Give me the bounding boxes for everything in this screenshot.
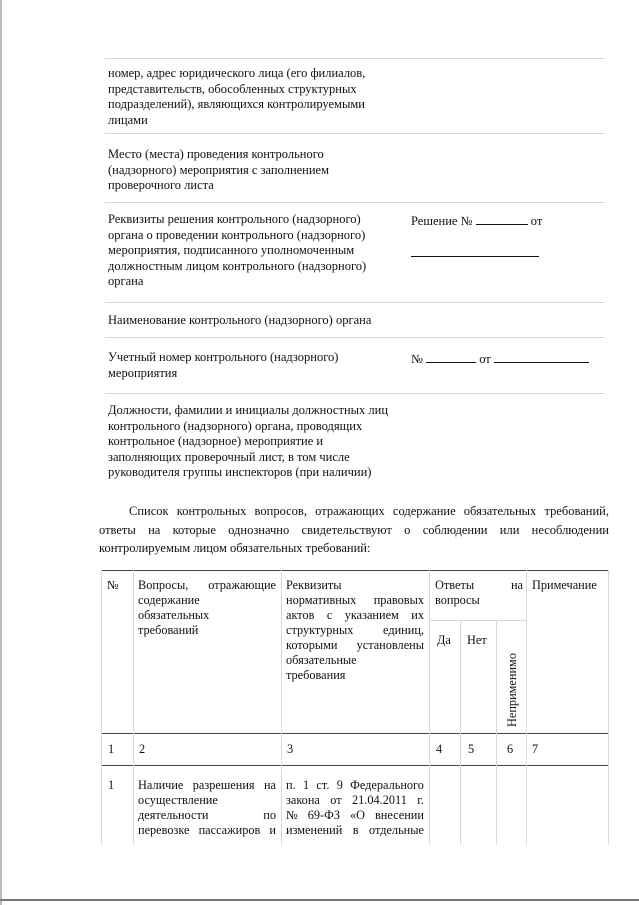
table-header-bottom xyxy=(101,733,609,734)
index-cell: 7 xyxy=(532,742,539,756)
registration-prefix: № xyxy=(411,352,423,366)
decision-date-prefix: от xyxy=(530,214,543,228)
col-sep-yes-no xyxy=(460,620,461,845)
form-label-address: номер, адрес юридического лица (его филиалов, представительств, обособленных структурных подразделений), являющихся контролируемыми лицами xyxy=(108,66,366,127)
form-separator xyxy=(105,393,605,394)
table-top-border xyxy=(101,570,609,571)
index-cell: 4 xyxy=(436,742,443,756)
decision-date-blank[interactable] xyxy=(411,256,539,257)
col-sep-3 xyxy=(429,570,430,845)
header-no: Нет xyxy=(467,633,487,647)
answers-subheader-line xyxy=(430,620,526,621)
header-answers: Ответы на вопросы xyxy=(435,578,523,607)
form-label-authority: Наименование контрольного (надзорного) органа xyxy=(108,313,372,327)
table-index-bottom xyxy=(101,765,609,766)
form-value-decision xyxy=(411,212,611,230)
header-questions: Вопросы, отражающие содержание обязательных требований xyxy=(138,578,276,637)
intro-paragraph: Список контрольных вопросов, отражающих содержание обязательных требований, ответы на которые однозначно свидетельствуют о соблюдении или несоблюдении контролируемым лицом обязательных требований: xyxy=(99,504,609,555)
form-label-registration: Учетный номер контрольного (надзорного) мероприятия xyxy=(108,350,339,380)
scan-left-edge xyxy=(0,0,2,905)
form-label-decision: Реквизиты решения контрольного (надзорного) органа о проведении контрольного (надзорного) мероприятия, подписанного уполномоченным должностным лицом контрольного (надзорного) органа xyxy=(108,212,367,288)
registration-number-blank[interactable] xyxy=(426,350,476,363)
index-cell: 5 xyxy=(468,742,475,756)
header-yes: Да xyxy=(437,633,451,647)
col-sep-2 xyxy=(281,570,282,845)
form-separator xyxy=(105,58,605,59)
form-separator xyxy=(105,337,605,338)
col-sep-no-na xyxy=(496,620,497,845)
index-cell: 6 xyxy=(507,742,514,756)
table-right-border xyxy=(608,570,609,845)
form-separator xyxy=(105,133,605,134)
form-separator xyxy=(105,302,605,303)
index-cell: 3 xyxy=(287,742,294,756)
col-sep-1 xyxy=(133,570,134,845)
index-cell: 1 xyxy=(108,742,115,756)
registration-date-blank[interactable] xyxy=(494,350,589,363)
header-requisites: Реквизиты нормативных правовых актов с указанием их структурных единиц, которыми установлены обязательные требования xyxy=(286,578,424,682)
form-label-place: Место (места) проведения контрольного (надзорного) мероприятия с заполнением проверочного листа xyxy=(108,147,330,192)
decision-number-blank[interactable] xyxy=(476,212,528,225)
registration-date-prefix: от xyxy=(479,352,491,366)
header-number: № xyxy=(107,578,119,592)
header-note: Примечание xyxy=(532,578,597,592)
table-left-border xyxy=(101,570,102,845)
col-sep-na-note xyxy=(526,570,527,845)
row-number: 1 xyxy=(108,778,115,792)
form-value-registration xyxy=(411,350,611,368)
header-not-applicable: Неприменимо xyxy=(505,653,519,727)
scan-bottom-edge xyxy=(0,899,639,901)
index-cell: 2 xyxy=(139,742,146,756)
decision-prefix: Решение № xyxy=(411,214,473,228)
form-separator xyxy=(105,202,605,203)
row-requisites: п. 1 ст. 9 Федерального закона от 21.04.2011 г. № 69-ФЗ «О внесении изменений в отдельные xyxy=(286,778,424,837)
form-label-officials: Должности, фамилии и инициалы должностных лиц контрольного (надзорного) органа, проводящих контрольное (надзорное) мероприятие и заполняющих проверочный лист, в том числе руководителя группы инспекторов (при наличии) xyxy=(108,403,389,479)
row-question: Наличие разрешения на осуществление деятельности по перевозке пассажиров и xyxy=(138,778,276,837)
